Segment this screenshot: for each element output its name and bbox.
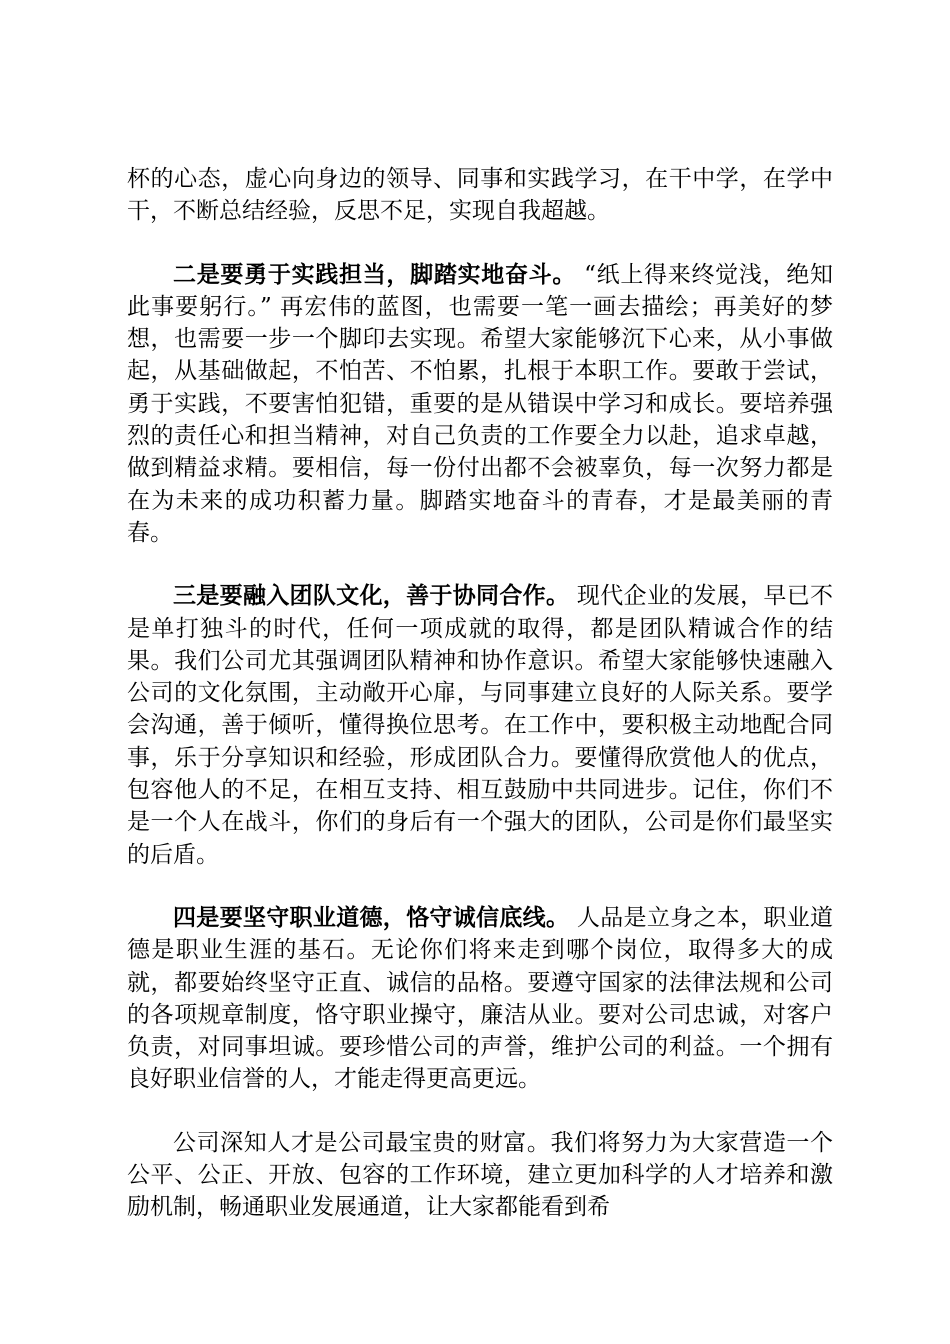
- paragraph-text: 公司深知人才是公司最宝贵的财富。我们将努力为大家营造一个公平、公正、开放、包容的工作环境，建立更加科学的人才培养和激励机制，畅通职业发展通道，让大家都能看到希: [127, 1129, 833, 1221]
- paragraph-talent: [127, 1127, 833, 1224]
- paragraph-practice: [127, 259, 833, 550]
- paragraph-heading: 三是要融入团队文化，善于协同合作。: [173, 583, 570, 610]
- paragraph-text: 杯的心态，虚心向身边的领导、同事和实践学习，在干中学，在学中干，不断总结经验，反思不足，实现自我超越。: [127, 166, 833, 225]
- paragraph-heading: 四是要坚守职业道德，恪守诚信底线。: [173, 904, 570, 931]
- paragraph-text: 人品是立身之本，职业道德是职业生涯的基石。无论你们将来走到哪个岗位，取得多大的成就，都要始终坚守正直、诚信的品格。要遵守国家的法律法规和公司的各项规章制度，恪守职业操守，廉洁从业。要对公司忠诚，对客户负责，对同事坦诚。要珍惜公司的声誉，维护公司的利益。一个拥有良好职业信誉的人，才能走得更高更远。: [127, 904, 834, 1093]
- paragraph-ethics: [127, 902, 833, 1096]
- paragraph-continuation: [127, 163, 833, 228]
- paragraph-text: 现代企业的发展，早已不是单打独斗的时代，任何一项成就的取得，都是团队精诚合作的结果。我们公司尤其强调团队精神和协作意识。希望大家能够快速融入公司的文化氛围，主动敞开心扉，与同事建立良好的人际关系。要学会沟通，善于倾听，懂得换位思考。在工作中，要积极主动地配合同事，乐于分享知识和经验，形成团队合力。要懂得欣赏他人的优点，包容他人的不足，在相互支持、相互鼓励中共同进步。记住，你们不是一个人在战斗，你们的身后有一个强大的团队，公司是你们最坚实的后盾。: [127, 583, 834, 868]
- document-page: [127, 163, 833, 1255]
- paragraph-heading: 二是要勇于实践担当，脚踏实地奋斗。: [173, 261, 577, 288]
- paragraph-teamwork: [127, 580, 833, 871]
- paragraph-text: “纸上得来终觉浅，绝知此事要躬行。” 再宏伟的蓝图，也需要一笔一画去描绘；再美好的梦想，也需要一步一个脚印去实现。希望大家能够沉下心来，从小事做起，从基础做起，不怕苦、不怕累，扎根于本职工作。要敢于尝试，勇于实践，不要害怕犯错，重要的是从错误中学习和成长。要培养强烈的责任心和担当精神，对自己负责的工作要全力以赴，追求卓越，做到精益求精。要相信，每一份付出都不会被辜负，每一次努力都是在为未来的成功积蓄力量。脚踏实地奋斗的青春，才是最美丽的青春。: [127, 261, 834, 546]
